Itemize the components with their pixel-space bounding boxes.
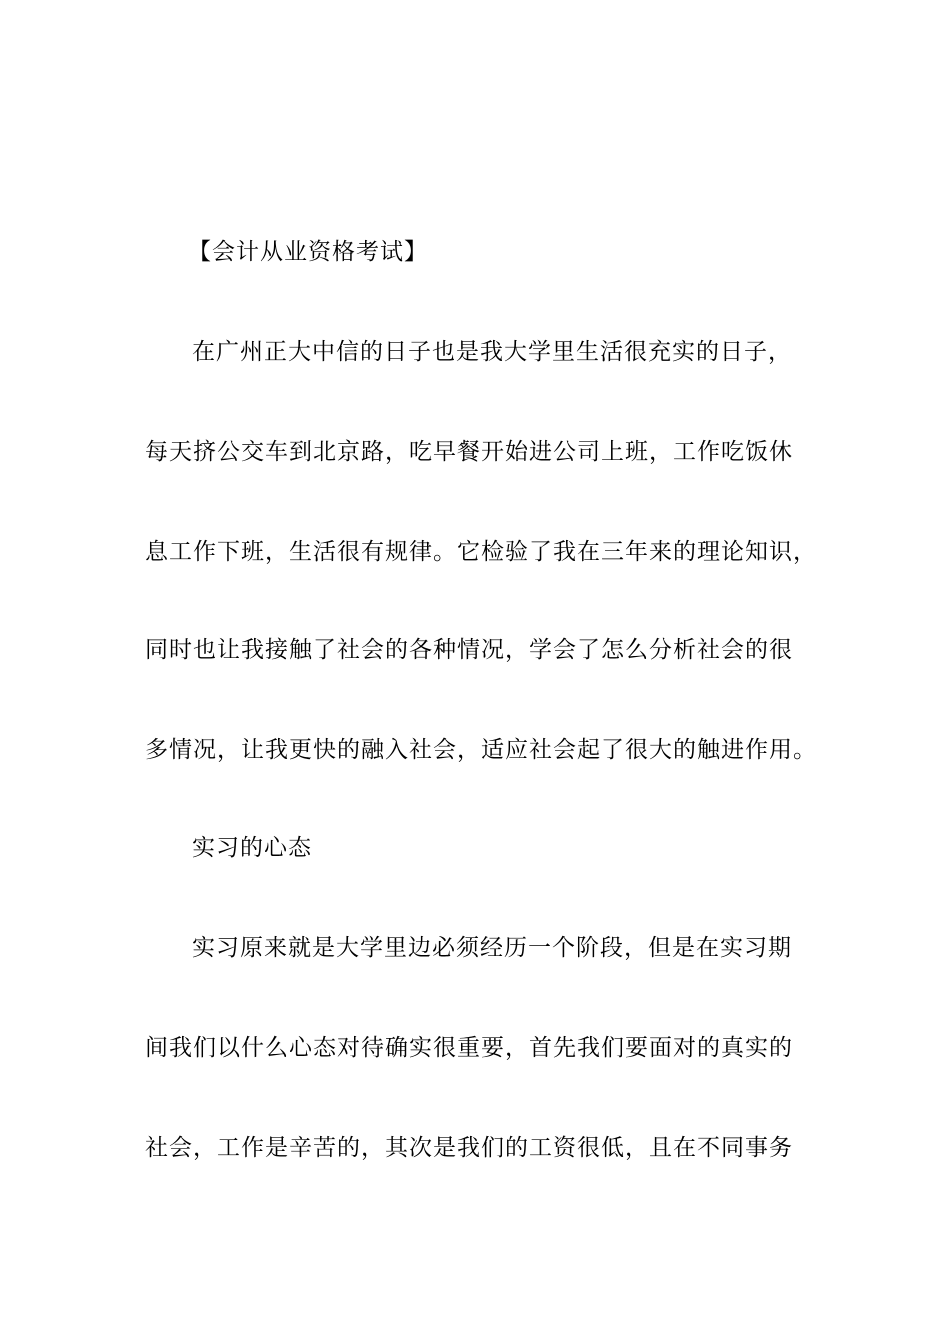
section-heading: 实习的心态 — [192, 835, 312, 861]
paragraph-line: 息工作下班，生活很有规律。它检验了我在三年来的理论知识， — [145, 539, 817, 565]
paragraph-line: 间我们以什么心态对待确实很重要，首先我们要面对的真实的 — [145, 1035, 793, 1061]
section-heading: 【会计从业资格考试】 — [188, 239, 428, 265]
paragraph-line: 多情况，让我更快的融入社会，适应社会起了很大的触进作用。 — [145, 737, 817, 763]
paragraph-line: 每天挤公交车到北京路，吃早餐开始进公司上班，工作吃饭休 — [145, 439, 793, 465]
paragraph-line: 社会，工作是辛苦的，其次是我们的工资很低，且在不同事务 — [145, 1135, 793, 1161]
paragraph-line: 实习原来就是大学里边必须经历一个阶段，但是在实习期 — [192, 935, 792, 961]
paragraph-line: 在广州正大中信的日子也是我大学里生活很充实的日子， — [192, 339, 792, 365]
paragraph-line: 同时也让我接触了社会的各种情况，学会了怎么分析社会的很 — [145, 637, 793, 663]
